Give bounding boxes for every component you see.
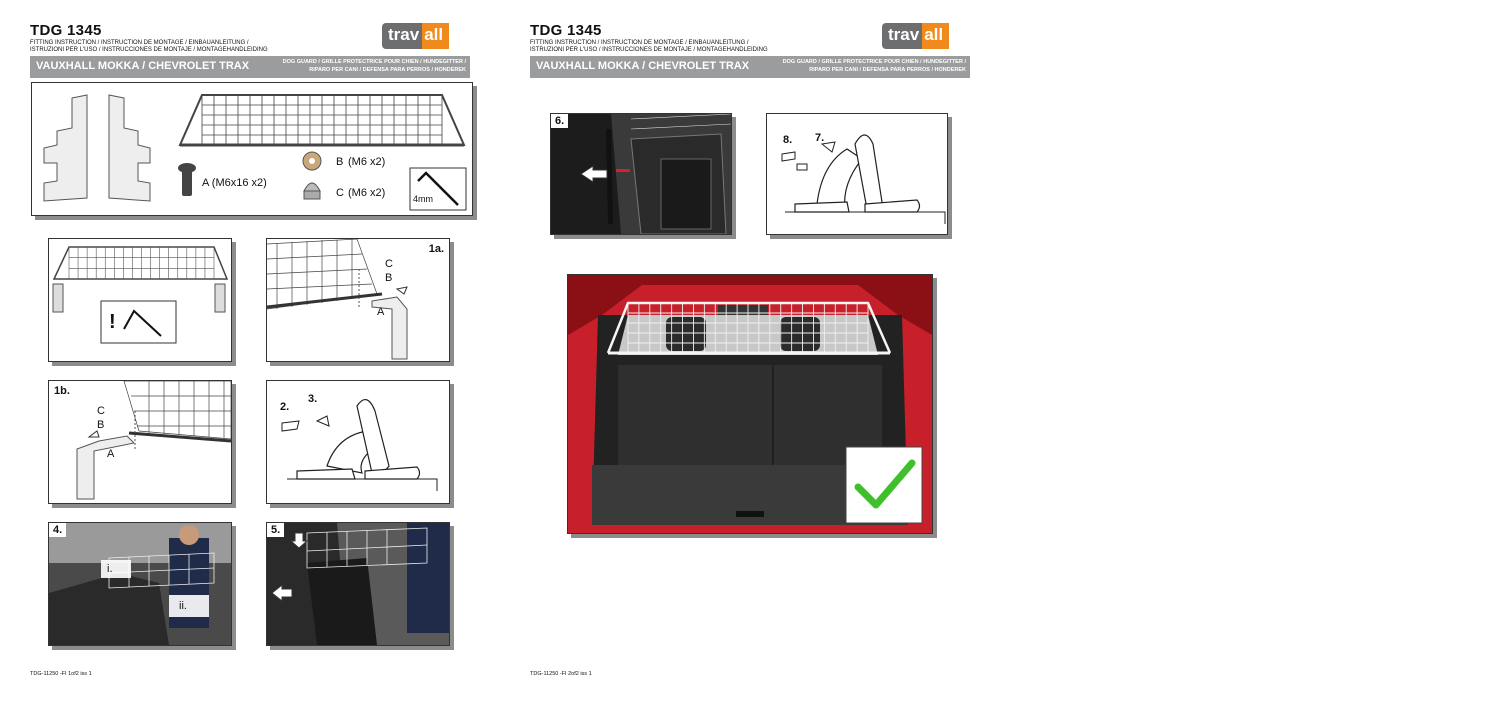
letter-a: A: [107, 448, 115, 460]
letter-a: A: [377, 306, 385, 318]
product-desc-2: RIPARO PER CANI / DEFENSA PARA PERROS / HONDEREK: [309, 67, 466, 73]
step-1b-panel: [48, 380, 232, 504]
warning-mark: !: [109, 311, 116, 333]
instruction-page-1: [0, 0, 490, 707]
logo-text-all: all: [422, 23, 449, 49]
subtitle-line-1: FITTING INSTRUCTION / INSTRUCTION DE MONTAGE / EINBAUANLEITUNG /: [530, 40, 749, 46]
step-4-label-i: i.: [107, 563, 113, 575]
vehicle-title: VAUXHALL MOKKA / CHEVROLET TRAX: [536, 60, 750, 72]
letter-b: B: [385, 272, 393, 284]
travall-logo: [882, 23, 970, 49]
seat-fold-drawing: [267, 381, 449, 503]
page-footer: TDG-11250 -FI 2of2 iss 1: [530, 671, 592, 677]
parts-illustration: [32, 83, 472, 215]
step-2-number: 2.: [280, 401, 290, 413]
step-4-image: [49, 523, 231, 645]
nut-icon: [304, 183, 320, 199]
step-8-number: 8.: [783, 134, 793, 146]
final-result-photo: [567, 274, 933, 534]
step-4-label-ii: ii.: [179, 600, 187, 612]
part-a-label: A (M6x16 x2): [202, 177, 267, 189]
part-c-qty: (M6 x2): [348, 187, 386, 199]
vehicle-title: VAUXHALL MOKKA / CHEVROLET TRAX: [36, 60, 250, 72]
step-4-number: 4.: [49, 523, 66, 537]
subtitle-line-2: ISTRUZIONI PER L'USO / INSTRUCCIONES DE MONTAJE / MONTAGEHANDLEIDING: [530, 47, 768, 53]
vehicle-band: [530, 56, 970, 78]
travall-logo: [382, 23, 470, 49]
step-5-image: [267, 523, 449, 645]
logo-text-all: all: [922, 23, 949, 49]
part-c-letter: C: [336, 187, 344, 199]
part-b-qty: (M6 x2): [348, 156, 386, 168]
tool-size-label: 4mm: [413, 194, 433, 204]
bolt-icon: [178, 163, 196, 196]
step-4-photo: [48, 522, 232, 646]
bracket-left: [44, 95, 150, 201]
step-1a-number: 1a.: [428, 243, 444, 255]
step-6-number: 6.: [551, 114, 568, 128]
washer-icon: [303, 152, 321, 170]
vehicle-band: [30, 56, 470, 78]
step-6-image: [551, 114, 731, 234]
product-code: TDG 1345: [530, 22, 602, 39]
step-5-number: 5.: [267, 523, 284, 537]
logo-text-trav: trav: [882, 23, 922, 49]
step-6-photo: [550, 113, 732, 235]
seat-unfold-drawing: [767, 114, 947, 234]
subtitle-line-1: FITTING INSTRUCTION / INSTRUCTION DE MONTAGE / EINBAUANLEITUNG /: [30, 40, 249, 46]
product-desc-2: RIPARO PER CANI / DEFENSA PARA PERROS / HONDEREK: [809, 67, 966, 73]
step-1b-drawing: [49, 381, 231, 503]
subtitle-line-2: ISTRUZIONI PER L'USO / INSTRUCCIONES DE MONTAJE / MONTAGEHANDLEIDING: [30, 47, 268, 53]
step-1-overview: [48, 238, 232, 362]
step-2-3-panel: [266, 380, 450, 504]
letter-c: C: [385, 258, 393, 270]
step-7-8-panel: [766, 113, 948, 235]
final-result-image: [568, 275, 932, 533]
letter-b: B: [97, 419, 105, 431]
logo-text-trav: trav: [382, 23, 422, 49]
page-footer: TDG-11250 -FI 1of2 iss 1: [30, 671, 92, 677]
step-7-number: 7.: [815, 132, 825, 144]
letter-c: C: [97, 405, 105, 417]
parts-box: [31, 82, 473, 216]
step-1a-drawing: [267, 239, 449, 361]
instruction-page-2: [500, 0, 990, 707]
part-b-letter: B: [336, 156, 344, 168]
step-1b-number: 1b.: [54, 385, 70, 397]
step-5-photo: [266, 522, 450, 646]
product-code: TDG 1345: [30, 22, 102, 39]
step-1a-panel: [266, 238, 450, 362]
product-desc-1: DOG GUARD / GRILLE PROTECTRICE POUR CHIEN / HUNDEGITTER /: [282, 59, 466, 65]
step-1-drawing: [49, 239, 231, 361]
product-desc-1: DOG GUARD / GRILLE PROTECTRICE POUR CHIEN / HUNDEGITTER /: [782, 59, 966, 65]
step-3-number: 3.: [308, 393, 318, 405]
